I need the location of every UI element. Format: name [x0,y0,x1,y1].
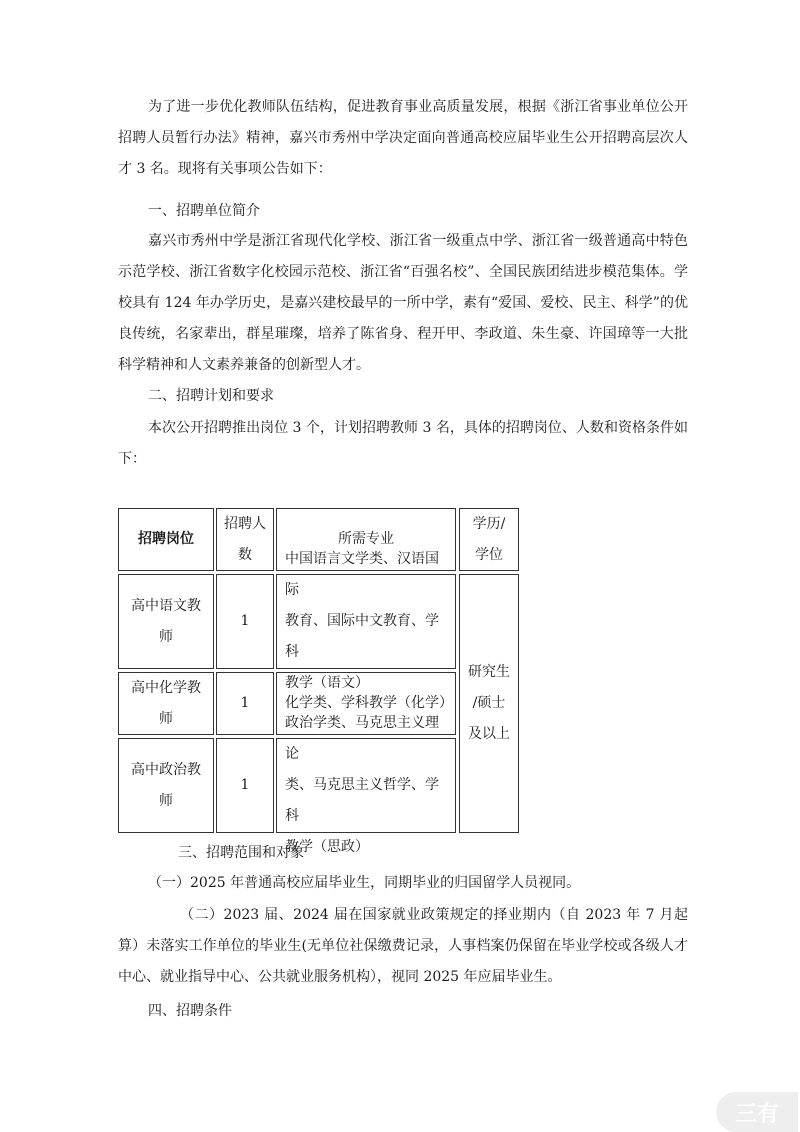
row-2-position: 高中化学教 师 [118,672,214,735]
section-3-item-2: （二）2023 届、2024 届在国家就业政策规定的择业期内（自 2023 年 7 月起算）未落实工作单位的毕业生(无单位社保缴费记录，人事档案仍保留在毕业学校或各级人才中心、就业指导中心、公共就业服务机构），视同 2025 年应届毕业生。 [118,907,688,985]
header-major: 所需专业 [276,508,456,571]
section-3-heading: 三、招聘范围和对象 [178,845,304,861]
header-position: 招聘岗位 [118,508,214,571]
header-count: 招聘人 数 [216,508,274,571]
watermark-logo [716,1092,798,1132]
row-1-major: 中国语言文学类、汉语国际 教育、国际中文教育、学科 教学（语文） [276,574,456,669]
degree-merged-cell: 研究生 /硕士 及以上 [459,574,519,833]
header-degree: 学历/ 学位 [459,508,519,571]
watermark-text: 三有 [734,1101,779,1127]
section-2-body: 本次公开招聘推出岗位 3 个，计划招聘教师 3 名，具体的招聘岗位、人数和资格条件如下： [118,420,688,467]
row-2-major: 化学类、学科教学（化学） [276,672,456,735]
section-1-body: 嘉兴市秀州中学是浙江省现代化学校、浙江省一级重点中学、浙江省一级普通高中特色示范学校、浙江省数字化校园示范校、浙江省“百强名校”、全国民族团结进步模范集体。学校具有 124 年办学历史，是嘉兴建校最早的一所中学，素有“爱国、爱校、民主、科学”的优良传统，名家辈出，群星璀璨，培养了陈省身、程开甲、李政道、朱生豪、许国璋等一大批科学精神和人文素养兼备的创新型人才。 [118,233,688,373]
section-1-heading: 一、招聘单位简介 [148,203,260,219]
section-4-heading: 四、招聘条件 [148,1003,232,1019]
intro-paragraph: 为了进一步优化教师队伍结构，促进教育事业高质量发展，根据《浙江省事业单位公开招聘人员暂行办法》精神，嘉兴市秀州中学决定面向普通高校应届毕业生公开招聘高层次人才 3 名。现将有关事项公告如下： [118,99,688,177]
row-1-count: 1 [216,574,274,669]
row-3-position: 高中政治教 师 [118,738,214,833]
row-3-count: 1 [216,738,274,833]
section-3-item-1: （一）2025 年普通高校应届毕业生，同期毕业的归国留学人员视同。 [148,875,581,891]
row-2-count: 1 [216,672,274,735]
row-3-major: 政治学类、马克思主义理论 类、马克思主义哲学、学科 教学（思政） [276,738,456,833]
row-1-position: 高中语文教 师 [118,574,214,669]
section-2-heading: 二、招聘计划和要求 [148,388,274,404]
